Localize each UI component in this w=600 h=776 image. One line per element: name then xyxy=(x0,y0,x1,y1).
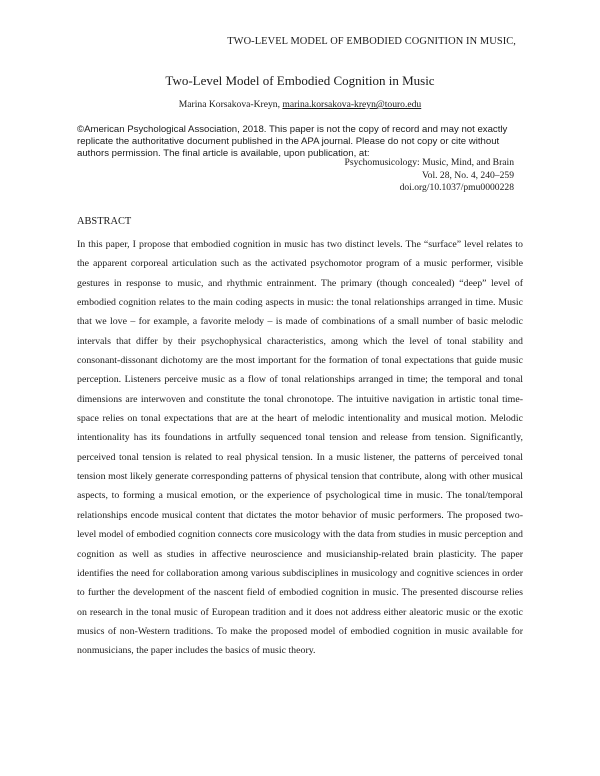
author-name: Marina Korsakova-Kreyn, xyxy=(178,99,280,110)
abstract-text: In this paper, I propose that embodied cognition in music has two distinct levels. The “surface” level relates to the apparent corporeal articulation such as the activated psychomotor program of a music performer, visible gestures in response to music, and rhythmic entrainment. The primary (though concealed) “deep” level of embodied cognition relates to the main coding aspects in music: the tonal relationships arranged in time. Music that we love – for example, a favorite melody – is made of combinations of a small number of basic melodic intervals that differ by their psychophysical characteristics, among which the level of tonal stability and consonant-dissonant dichotomy are the most important for the formation of tonal expectations that guide music perception. Listeners perceive music as a flow of tonal relationships arranged in time; the temporal and tonal dimensions are interwoven and constitute the tonal chronotope. The intuitive navigation in artistic tonal time-space relies on tonal expectations that are at the heart of melodic intentionality and musical motion. Melodic intentionality has its foundations in artfully sequenced tonal tension and release from tension. Significantly, perceived tonal tension is related to real physical tension. In a music listener, the patterns of perceived tonal tension most likely generate corresponding patterns of physical tension that contribute, along with other musical aspects, to forming a musical emotion, or the experience of psychological time in music. The tonal/temporal relationships encode musical content that dictates the motor behavior of music performers. The proposed two-level model of embodied cognition connects core musicology with the data from studies in music perception and cognition as well as studies in affective neuroscience and musicianship-related brain plasticity. The paper identifies the need for collaboration among various subdisciplines in musicology and cognitive sciences in order to further the development of the nascent field of embodied cognition in music. The presented discourse relies on research in the tonal music of European tradition and it does not address either aleatoric music or the exotic musics of non-Western traditions. To make the proposed model of embodied cognition in music available for nonmusicians, the paper includes the basics of music theory. xyxy=(77,239,523,657)
publication-info xyxy=(345,157,514,195)
doi: doi.org/10.1037/pmu0000228 xyxy=(399,182,514,194)
abstract-heading: ABSTRACT xyxy=(77,216,132,227)
volume-info: Vol. 28, No. 4, 240–259 xyxy=(421,169,514,181)
author-line xyxy=(0,99,600,110)
running-head: TWO-LEVEL MODEL OF EMBODIED COGNITION IN MUSIC, xyxy=(227,36,516,47)
author-email-link[interactable]: marina.korsakova-kreyn@touro.edu xyxy=(282,99,422,110)
paper-title: Two-Level Model of Embodied Cognition in Music xyxy=(165,73,435,88)
copyright-notice: ©American Psychological Association, 2018. This paper is not the copy of record and may not exactly replicate the authoritative document published in the APA journal. Please do not copy or cite without authors permission. The final article is available, upon publication, at: xyxy=(77,124,508,159)
journal-name: Psychomusicology: Music, Mind, and Brain xyxy=(344,157,514,168)
